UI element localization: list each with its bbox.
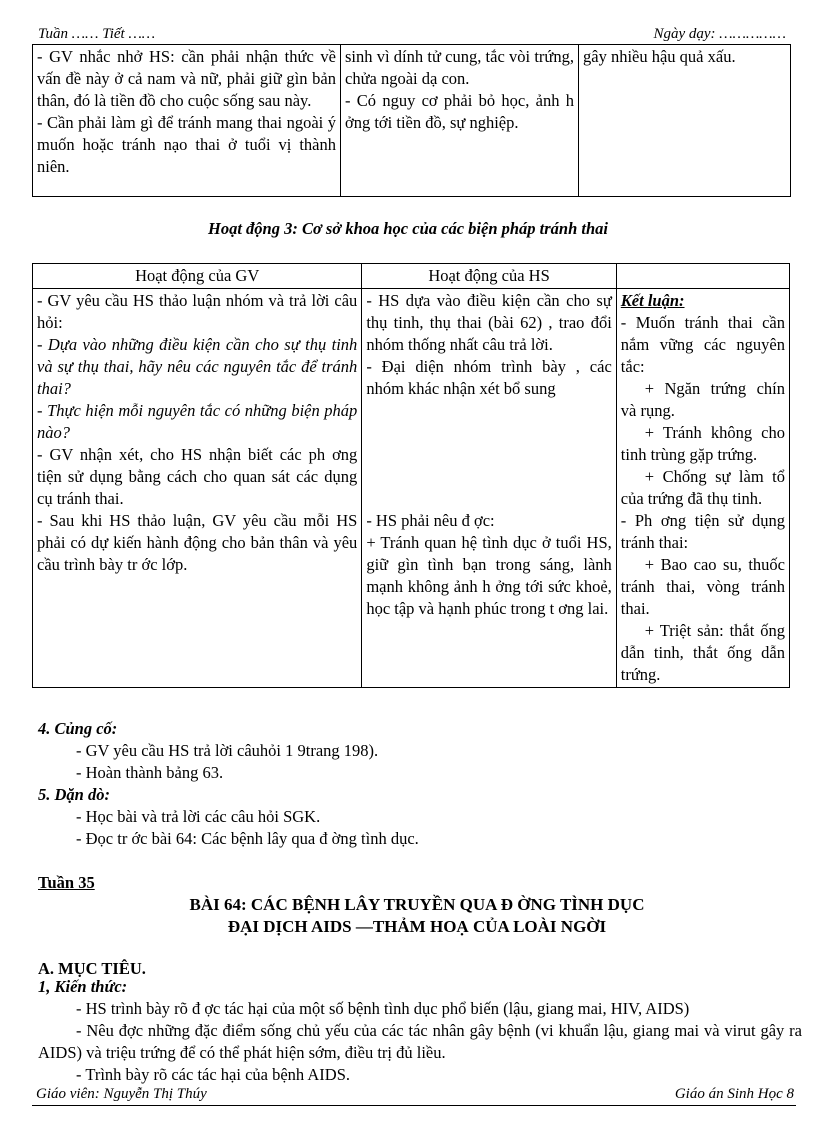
homework-item: - Học bài và trả lời các câu hỏi SGK. bbox=[76, 807, 321, 826]
header-right: Ngày dạy: …………… bbox=[653, 26, 786, 42]
table1-conclusion-cell bbox=[579, 45, 791, 197]
header-hs: Hoạt động của HS bbox=[362, 264, 616, 289]
conclusion-text: + Bao cao su, thuốc tránh thai, vòng tránh thai. bbox=[620, 555, 785, 618]
consolidation-section bbox=[38, 718, 808, 850]
hs-text: + Tránh quan hệ tình dục ở tuổi HS, giữ gìn tình bạn trong sáng, lành mạnh không ảnh h ởng tới sức khoẻ, học tập và hạnh phúc trong t ơng lai. bbox=[366, 533, 612, 618]
gv-text: - GV nhận xét, cho HS nhận biết các ph ơng tiện sử dụng bằng cách cho quan sát các dụng cụ tránh thai. bbox=[37, 445, 358, 508]
homework-title: 5. Dặn dò: bbox=[38, 785, 110, 804]
gv-question: - Dựa vào những điều kiện cần cho sự thụ tinh và sự thụ thai, hãy nêu các nguyên tắc để tránh thai? bbox=[37, 335, 358, 398]
hs-text: - HS dựa vào điều kiện cần cho sự thụ tinh, thụ thai (bài 62) , trao đổi nhóm thống nhất câu trả lời. bbox=[366, 291, 612, 354]
header-gv: Hoạt động của GV bbox=[33, 264, 362, 289]
table1-hs-text: - Có nguy cơ phải bỏ học, ảnh h ởng tới tiền đồ, sự nghiệp. bbox=[345, 91, 574, 132]
header-left: Tuần …… Tiết …… bbox=[38, 26, 156, 42]
header-empty bbox=[616, 264, 789, 289]
table1-gv-text: - GV nhắc nhở HS: cần phải nhận thức về vấn đề này ở cả nam và nữ, phải giữ gìn bản thân, đó là tiền đồ cho cuộc sống sau này. bbox=[37, 47, 336, 110]
objective-item: - Trình bày rõ các tác hại của bệnh AIDS. bbox=[76, 1065, 351, 1084]
gv-activity-cell bbox=[33, 289, 362, 688]
page-header bbox=[32, 26, 790, 45]
consolidation-title: 4. Củng cố: bbox=[38, 719, 118, 738]
homework-item: - Đọc tr ớc bài 64: Các bệnh lây qua đ ờng tình dục. bbox=[76, 829, 419, 848]
footer-subject: Giáo án Sinh Học 8 bbox=[674, 1086, 794, 1102]
table1-conclusion-text: gây nhiều hậu quả xấu. bbox=[583, 47, 736, 66]
conclusion-text: + Chống sự làm tổ của trứng đã thụ tinh. bbox=[620, 467, 785, 508]
hs-text: - HS phải nêu đ ợc: bbox=[366, 511, 495, 530]
activity3-table bbox=[32, 263, 790, 688]
objectives-title: A. MỤC TIÊU. bbox=[38, 959, 146, 978]
activity3-title: Hoạt động 3: Cơ sở khoa học của các biện pháp tránh thai bbox=[207, 219, 608, 238]
conclusion-text: + Triệt sản: thắt ống dẫn tinh, thắt ống dẫn trứng. bbox=[620, 621, 785, 684]
conclusion-text: + Tránh không cho tinh trùng gặp trứng. bbox=[620, 423, 785, 464]
continuation-table bbox=[32, 44, 791, 197]
objective-item: - Nêu đợc những đặc điểm sống chủ yếu của các tác nhân gây bệnh (vi khuẩn lậu, giang mai và virut gây ra AIDS) và triệu trứng để có thể phát hiện sớm, điều trị đủ liều. bbox=[38, 1021, 802, 1062]
table1-gv-cell bbox=[33, 45, 341, 197]
consolidation-item: - GV yêu cầu HS trả lời câuhỏi 1 9trang 198). bbox=[76, 741, 379, 760]
week-text: Tuần 35 bbox=[38, 873, 95, 892]
gv-text: - Sau khi HS thảo luận, GV yêu cầu mỗi HS phải có dự kiến hành động cho bản thân và yêu cầu trình bày tr ớc lớp. bbox=[37, 511, 358, 574]
objectives-section bbox=[38, 958, 802, 1086]
conclusion-text: - Muốn tránh thai cần nắm vững các nguyên tắc: bbox=[620, 313, 785, 376]
hs-text: - Đại diện nhóm trình bày , các nhóm khác nhận xét bổ sung bbox=[366, 357, 612, 398]
conclusion-cell bbox=[616, 289, 789, 688]
week-label bbox=[38, 872, 808, 894]
objective-item: - HS trình bày rõ đ ợc tác hại của một số bệnh tình dục phổ biến (lậu, giang mai, HIV, AIDS) bbox=[76, 999, 690, 1018]
gv-question: - Thực hiện mỗi nguyên tắc có những biện pháp nào? bbox=[37, 401, 358, 442]
knowledge-title: 1, Kiến thức: bbox=[38, 977, 128, 996]
conclusion-text: + Ngăn trứng chín và rụng. bbox=[620, 379, 785, 420]
lesson-title-line1: BÀI 64: CÁC BỆNH LÂY TRUYỀN QUA Đ ỜNG TÌNH DỤC bbox=[189, 895, 645, 914]
page-footer bbox=[32, 1086, 796, 1106]
table1-gv-text: - Cần phải làm gì để tránh mang thai ngoài ý muốn hoặc tránh nạo thai ở tuổi vị thành niên. bbox=[37, 113, 336, 176]
consolidation-item: - Hoàn thành bảng 63. bbox=[76, 763, 224, 782]
table1-hs-text: sinh vì dính tử cung, tắc vòi trứng, chửa ngoài dạ con. bbox=[345, 47, 574, 88]
footer-teacher: Giáo viên: Nguyễn Thị Thúy bbox=[36, 1086, 207, 1102]
conclusion-title: Kết luận: bbox=[620, 291, 685, 310]
conclusion-text: - Ph ơng tiện sử dụng tránh thai: bbox=[620, 511, 785, 552]
table1-hs-cell bbox=[341, 45, 579, 197]
lesson-title-line2: ĐẠI DỊCH AIDS —THẢM HOẠ CỦA LOÀI NGỜI bbox=[227, 917, 607, 936]
hs-activity-cell bbox=[362, 289, 616, 688]
gv-text: - GV yêu cầu HS thảo luận nhóm và trả lời câu hỏi: bbox=[37, 291, 358, 332]
